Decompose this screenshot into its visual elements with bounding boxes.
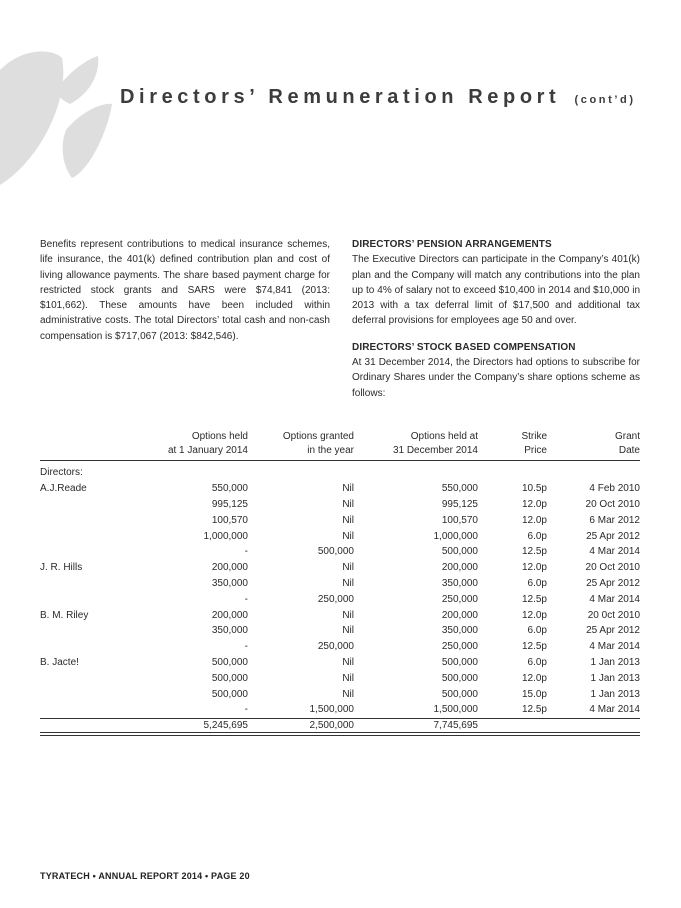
table-cell: Nil: [342, 530, 354, 542]
director-name-cell: J. R. Hills: [40, 562, 83, 574]
stock-heading: DIRECTORS’ STOCK BASED COMPENSATION: [352, 341, 576, 353]
director-name-cell: [40, 686, 122, 702]
table-cell: 6.0p: [527, 530, 547, 542]
table-cell: 25 Apr 2012: [586, 625, 640, 637]
table-cell: 995,125: [441, 498, 478, 510]
pension-paragraph: The Executive Directors can participate in the Company’s 401(k) plan and the Company will match any contributions into the plan up to 4% of salary not to exceed $10,400 in 2014 and $10,000 in 2013 with a tax deferral limit of $17,500 and additional tax deferral provisions for employees age 50 and over.: [352, 254, 640, 327]
table-cell: 350,000: [211, 625, 248, 637]
table-cell: 550,000: [441, 483, 478, 495]
table-cell: 500,000: [441, 656, 478, 668]
table-cell: -: [244, 704, 248, 716]
header-cell: Price: [524, 445, 547, 457]
header-cell: Date: [618, 445, 640, 457]
header-cell: Grant: [614, 430, 640, 442]
pension-heading: DIRECTORS’ PENSION ARRANGEMENTS: [352, 239, 552, 250]
table-row: [40, 686, 640, 702]
table-cell: 1,000,000: [433, 530, 478, 542]
header-cell: in the year: [307, 445, 354, 457]
table-cell: 1,000,000: [203, 530, 248, 542]
table-row: [40, 544, 640, 560]
director-name-cell: [40, 497, 122, 513]
table-cell: -: [244, 546, 248, 558]
table-cell: 6.0p: [527, 577, 547, 589]
table-cell: 12.0p: [521, 672, 547, 684]
table-cell: 350,000: [441, 577, 478, 589]
header-cell: 31 December 2014: [392, 445, 478, 457]
table-cell: 25 Apr 2012: [586, 530, 640, 542]
table-cell: 350,000: [441, 625, 478, 637]
totals-row: [40, 718, 640, 732]
table-row: [40, 702, 640, 718]
table-cell: 12.0p: [521, 609, 547, 621]
table-row: [40, 591, 640, 607]
table-header-row-2: [40, 444, 640, 461]
table-row: [40, 655, 640, 671]
table-row: [40, 560, 640, 576]
table-cell: 200,000: [211, 609, 248, 621]
table-cell: 350,000: [211, 577, 248, 589]
header-cell: Options held: [191, 430, 248, 442]
total-cell: 5,245,695: [122, 718, 248, 732]
table-cell: -: [244, 593, 248, 605]
table-cell: 20 0ct 2010: [587, 609, 640, 621]
page-title: [120, 86, 636, 109]
header-cell: [40, 429, 122, 444]
table-cell: -: [244, 641, 248, 653]
table-header-row-1: [40, 429, 640, 444]
directors-label: Directors:: [40, 467, 83, 479]
table-cell: 20 Oct 2010: [585, 498, 640, 510]
table-cell: 12.5p: [521, 546, 547, 558]
table-cell: 995,125: [211, 498, 248, 510]
table-cell: 200,000: [441, 609, 478, 621]
director-name-cell: B. Jacte!: [40, 656, 79, 668]
header-cell: Strike: [521, 430, 547, 442]
table-cell: 200,000: [211, 562, 248, 574]
table-cell: 12.5p: [521, 641, 547, 653]
table-cell: 4 Mar 2014: [589, 546, 640, 558]
table-row: [40, 623, 640, 639]
table-cell: 1 Jan 2013: [590, 672, 640, 684]
total-cell: 2,500,000: [248, 718, 354, 732]
table-row: [40, 607, 640, 623]
table-cell: 4 Mar 2014: [589, 593, 640, 605]
table-row: [40, 576, 640, 592]
page-footer: TYRATECH • ANNUAL REPORT 2014 • PAGE 20: [40, 871, 250, 881]
table-cell: 1 Jan 2013: [590, 656, 640, 668]
table-row: [40, 639, 640, 655]
page-title-main: Directors’ Remuneration Report: [120, 86, 561, 108]
table-cell: 12.0p: [521, 498, 547, 510]
table-cell: 500,000: [441, 672, 478, 684]
table-cell: 12.5p: [521, 704, 547, 716]
options-table: [40, 429, 640, 736]
table-cell: 4 Feb 2010: [589, 483, 640, 495]
table-cell: 100,570: [441, 514, 478, 526]
table-cell: 500,000: [441, 546, 478, 558]
table-row: [40, 528, 640, 544]
table-cell: 200,000: [441, 562, 478, 574]
table-cell: 4 Mar 2014: [589, 704, 640, 716]
table-cell: 1,500,000: [433, 704, 478, 716]
director-name-cell: [40, 591, 122, 607]
table-cell: 25 Apr 2012: [586, 577, 640, 589]
director-name-cell: [40, 670, 122, 686]
page-title-suffix: (cont’d): [574, 94, 636, 106]
decorative-leaf-shapes: [0, 0, 120, 200]
table-cell: Nil: [342, 514, 354, 526]
table-cell: 15.0p: [521, 688, 547, 700]
table-cell: 500,000: [211, 688, 248, 700]
header-cell: Options held at: [410, 430, 478, 442]
header-cell: [40, 444, 122, 461]
table-cell: 550,000: [211, 483, 248, 495]
table-cell: Nil: [342, 609, 354, 621]
table-cell: Nil: [342, 672, 354, 684]
table-cell: 100,570: [211, 514, 248, 526]
table-cell: 10.5p: [521, 483, 547, 495]
table-cell: 250,000: [317, 593, 354, 605]
table-cell: 250,000: [317, 641, 354, 653]
table-row: [40, 481, 640, 497]
table-cell: 250,000: [441, 641, 478, 653]
director-name-cell: [40, 702, 122, 718]
header-cell: at 1 January 2014: [167, 445, 248, 457]
table-cell: Nil: [342, 656, 354, 668]
table-cell: 12.0p: [521, 514, 547, 526]
table-cell: Nil: [342, 625, 354, 637]
total-cell: 7,745,695: [354, 718, 478, 732]
director-name-cell: [40, 544, 122, 560]
director-name-cell: [40, 528, 122, 544]
table-cell: 500,000: [317, 546, 354, 558]
section-label-row: [40, 465, 640, 481]
total-cell: [478, 718, 547, 732]
table-cell: 4 Mar 2014: [589, 641, 640, 653]
director-name-cell: [40, 623, 122, 639]
table-cell: 6.0p: [527, 656, 547, 668]
table-cell: Nil: [342, 498, 354, 510]
table-cell: 500,000: [211, 672, 248, 684]
table-cell: 6.0p: [527, 625, 547, 637]
benefits-paragraph: Benefits represent contributions to medical insurance schemes, life insurance, the 401(k) defined contribution plan and cost of living allowance payments. The share based payment charge for restricted stock grants and SARS were $74,841 (2013: $101,662). These amounts have been included within administrative costs. The total Directors’ total cash and non-cash compensation is $717,067 (2013: $842,546).: [40, 239, 330, 342]
table-cell: Nil: [342, 688, 354, 700]
right-column: [352, 237, 640, 401]
table-row: [40, 670, 640, 686]
table-cell: Nil: [342, 577, 354, 589]
leaf-shape-top: [58, 56, 99, 104]
director-name-cell: [40, 576, 122, 592]
director-name-cell: A.J.Reade: [40, 483, 87, 495]
total-cell: [547, 718, 640, 732]
director-name-cell: B. M. Riley: [40, 609, 89, 621]
stock-paragraph: At 31 December 2014, the Directors had options to subscribe for Ordinary Shares under the Company’s share options scheme as follows:: [352, 357, 640, 399]
table-cell: 6 Mar 2012: [589, 514, 640, 526]
table-cell: 20 Oct 2010: [585, 562, 640, 574]
table-cell: 500,000: [211, 656, 248, 668]
director-name-cell: [40, 512, 122, 528]
leaf-shape-small: [63, 104, 112, 178]
table-cell: Nil: [342, 562, 354, 574]
table-cell: 1,500,000: [309, 704, 354, 716]
table-row: [40, 497, 640, 513]
leaf-shape-large: [0, 51, 63, 185]
director-name-cell: [40, 639, 122, 655]
total-cell: [40, 718, 122, 732]
table-cell: 500,000: [441, 688, 478, 700]
table-cell: Nil: [342, 483, 354, 495]
table-cell: 12.0p: [521, 562, 547, 574]
table-cell: 1 Jan 2013: [590, 688, 640, 700]
table-cell: 12.5p: [521, 593, 547, 605]
table-cell: 250,000: [441, 593, 478, 605]
header-cell: Options granted: [282, 430, 354, 442]
table-row: [40, 512, 640, 528]
double-rule: [40, 732, 640, 735]
left-column: [40, 237, 330, 344]
